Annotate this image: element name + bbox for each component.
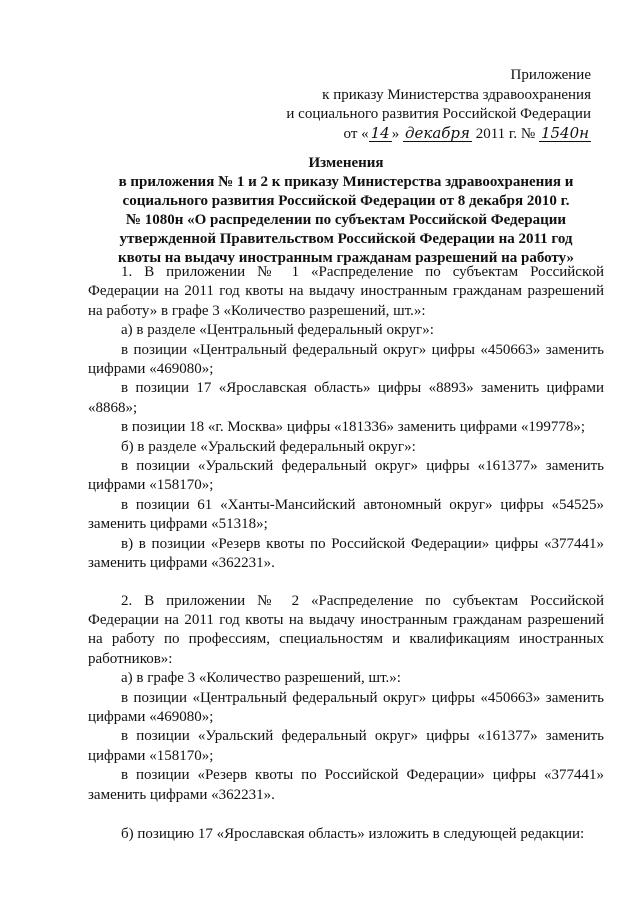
title-line-2: в приложения № 1 и 2 к приказу Министерства здравоохранения и [118,174,574,190]
paragraph-2a-item-3: в позиции «Резерв квоты по Российской Федерации» цифры «377441» заменить цифрами «362231». [88,767,604,803]
paragraph-2: 2. В приложении № 2 «Распределение по субъектам Российской Федерации на 2011 год квоты на выдачу иностранным гражданам разрешений на работу по профессиям, специальностям и квалификациям иностранных работников»: [88,592,604,667]
title-line-3: социального развития Российской Федерации от 8 декабря 2010 г. [122,193,570,209]
document-body [88,263,604,844]
paragraph-1a-item-2: в позиции 17 «Ярославская область» цифры «8893» заменить цифрами «8868»; [88,380,604,416]
date-year: 2011 г. № [475,125,536,142]
header-date-line [231,125,591,145]
title-line-1: Изменения [308,155,384,171]
title-line-4: № 1080н «О распределении по субъектам Российской Федерации [125,212,567,228]
handwritten-doc-number: 1540н [540,123,589,142]
handwritten-month: декабря [404,123,470,142]
header-order-line: к приказу Министерства здравоохранения [322,86,591,103]
paragraph-2a: а) в графе 3 «Количество разрешений, шт.»: [121,670,401,687]
paragraph-1: 1. В приложении № 1 «Распределение по субъектам Российской Федерации на 2011 год квоты на выдачу иностранным гражданам разрешений на работу» в графе 3 «Количество разрешений, шт.»: [88,264,604,319]
paragraph-1a: а) в разделе «Центральный федеральный округ»: [121,322,434,339]
header-appendix-label: Приложение [510,67,591,83]
appendix-header [231,66,591,144]
paragraph-2a-item-2: в позиции «Уральский федеральный округ» цифры «161377» заменить цифрами «158170»; [88,728,604,764]
paragraph-1c: в) в позиции «Резерв квоты по Российской Федерации» цифры «377441» заменить цифрами «362231». [88,535,604,572]
date-mid: » [391,125,400,142]
paragraph-1b-item-1: в позиции «Уральский федеральный округ» цифры «161377» заменить цифрами «158170»; [88,458,604,494]
header-ministry-line: и социального развития Российской Федерации [286,106,591,122]
paragraph-1a-item-1: в позиции «Центральный федеральный округ» цифры «450663» заменить цифрами «469080»; [88,341,604,378]
handwritten-day: 14 [370,123,390,142]
title-line-5: утвержденной Правительством Российской Федерации на 2011 год [119,231,573,247]
paragraph-1a-item-3: в позиции 18 «г. Москва» цифры «181336» заменить цифрами «199778»; [121,419,586,436]
paragraph-2a-item-1: в позиции «Центральный федеральный округ» цифры «450663» заменить цифрами «469080»; [88,689,604,725]
document-title [92,154,600,268]
paragraph-1b-item-2: в позиции 61 «Ханты-Мансийский автономный округ» цифры «54525» заменить цифрами «51318»; [88,496,604,533]
paragraph-1b: б) в разделе «Уральский федеральный округ»: [121,438,416,455]
title-line-6: квоты на выдачу иностранным гражданам разрешений на работу» [118,250,574,266]
date-prefix: от « [343,125,369,142]
paragraph-2b: б) позицию 17 «Ярославская область» изложить в следующей редакции: [121,825,585,842]
